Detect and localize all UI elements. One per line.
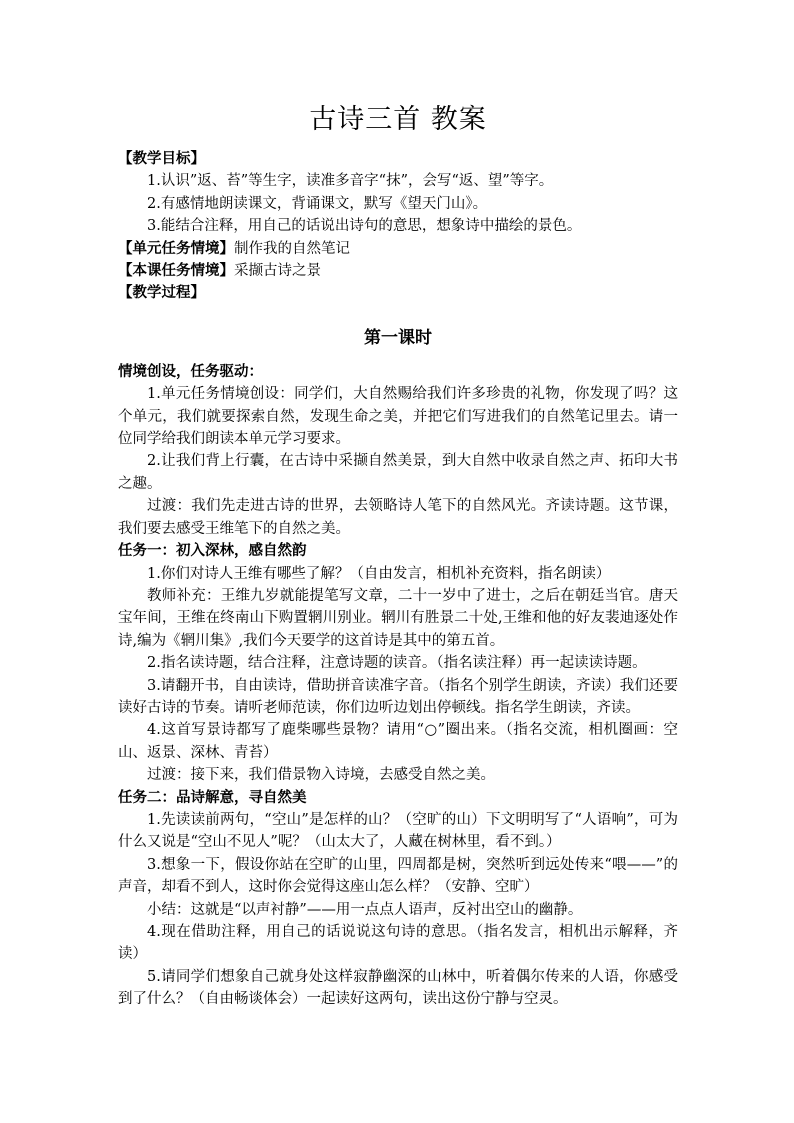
section-paragraph: 教师补充：王维九岁就能提笔写文章，二十一岁中了进士，之后在朝廷当官。唐天宝年间，王维在终南山下购置辋川别业。辋川有胜景二十处,王维和他的好友裴迪逐处作诗,编为《辋川集》,我们今天要学的这首诗是其中的第五首。 [118, 587, 678, 649]
section-paragraph: 5.请同学们想象自己就身处这样寂静幽深的山林中，听着偶尔传来的人语，你感受到了什么？（自由畅谈体会）一起读好这两句，读出这份宁静与空灵。 [118, 968, 678, 1008]
unit-task-label: 【单元任务情境】 [118, 239, 234, 257]
lesson-title: 第一课时 [364, 327, 432, 348]
section-heading: 任务一：初入深林，感自然韵 [118, 542, 307, 560]
document-title: 古诗三首 教案 [309, 104, 487, 135]
section-paragraph: 3.想象一下，假设你站在空旷的山里，四周都是树，突然听到远处传来“喂——”的声音，却看不到人，这时你会觉得这座山怎么样？（安静、空旷） [118, 856, 678, 896]
section-paragraph: 1.你们对诗人王维有哪些了解？（自由发言，相机补充资料，指名朗读） [147, 565, 611, 582]
section-paragraph: 过渡：我们先走进古诗的世界，去领略诗人笔下的自然风光。齐读诗题。这节课，我们要去感受王维笔下的自然之美。 [118, 498, 678, 537]
objective-item: 2.有感情地朗读课文，背诵课文，默写《望天门山》。 [147, 195, 488, 212]
section-paragraph: 小结：这就是“以声衬静”——用一点点人语声，反衬出空山的幽静。 [147, 901, 583, 918]
section-paragraph: 1.先读读前两句，“空山”是怎样的山？（空旷的山）下文明明写了“人语响”，可为什么又说是“空山不见人”呢？（山太大了，人藏在树林里，看不到。） [118, 811, 678, 851]
section-heading: 情境创设，任务驱动： [118, 362, 263, 380]
lesson-task-text: 采撷古诗之景 [234, 263, 321, 280]
document-page [118, 100, 678, 1011]
section-paragraph: 4.现在借助注释，用自己的话说说这句诗的意思。（指名发言，相机出示解释，齐读） [118, 924, 678, 963]
unit-task-line [118, 238, 678, 260]
lesson-task-line [118, 260, 678, 282]
section-paragraph: 2.指名读诗题，结合注释，注意诗题的读音。（指名读注释）再一起读读诗题。 [147, 655, 647, 672]
section-paragraph: 3.请翻开书，自由读诗，借助拼音读准字音。（指名个别学生朗读，齐读）我们还要读好古诗的节奏。请听老师范读，你们边听边划出停顿线。指名学生朗读，齐读。 [118, 677, 678, 716]
section-paragraph: 4.这首写景诗都写了鹿柴哪些景物？请用“○”圈出来。（指名交流，相机圈画：空山、返景、深林、青苔） [118, 722, 678, 761]
section-paragraph: 过渡：接下来，我们借景物入诗境，去感受自然之美。 [147, 767, 495, 784]
section-paragraph: 1.单元任务情境创设：同学们，大自然赐给我们许多珍贵的礼物，你发现了吗？这个单元，我们就要探索自然，发现生命之美，并把它们写进我们的自然笔记里去。请一位同学给我们朗读本单元学习要求。 [118, 386, 678, 448]
section-paragraph: 2.让我们背上行囊，在古诗中采撷自然美景，到大自然中收录自然之声、拓印大书之趣。 [118, 453, 678, 492]
section-heading: 任务二：品诗解意，寻自然美 [118, 788, 307, 806]
objective-item: 1.认识”返、苔”等生字，读准多音字“抹”，会写“返、望”等字。 [147, 173, 554, 190]
lesson-task-label: 【本课任务情境】 [118, 262, 234, 280]
process-label: 【教学过程】 [118, 284, 205, 302]
objectives-label: 【教学目标】 [118, 150, 205, 167]
objective-item: 3.能结合注释，用自己的话说出诗句的意思，想象诗中描绘的景色。 [147, 218, 582, 235]
unit-task-text: 制作我的自然笔记 [234, 240, 350, 257]
